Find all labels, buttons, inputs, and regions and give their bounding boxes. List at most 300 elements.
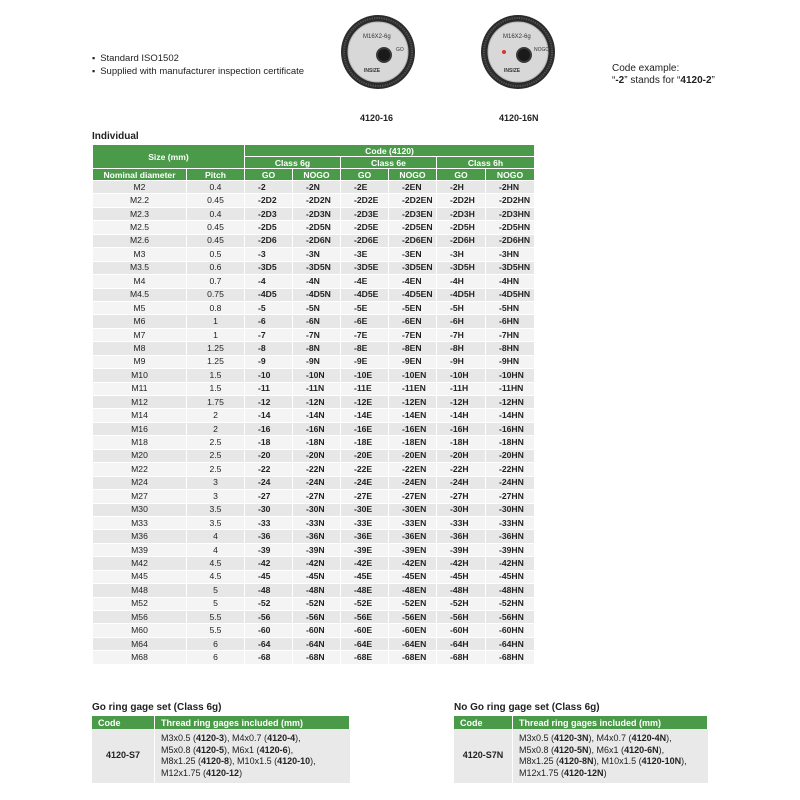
nogo-set-code: 4120-S7N	[454, 729, 513, 783]
code-cell: -16HN	[486, 422, 535, 435]
code-cell: -68H	[437, 651, 486, 664]
code-cell: -2D2N	[293, 194, 341, 207]
table-row	[93, 301, 535, 314]
code-cell: -20HN	[486, 449, 535, 462]
nogo-ring-gauge-image	[480, 14, 556, 90]
code-cell: -4D5H	[437, 288, 486, 301]
code-cell: -4D5E	[341, 288, 389, 301]
table-row	[93, 597, 535, 610]
code-cell: -16N	[293, 422, 341, 435]
code-cell: -42EN	[389, 557, 437, 570]
code-cell: -33EN	[389, 516, 437, 529]
pitch-cell: 1.25	[187, 342, 245, 355]
included-gauge-line: M3x0.5 (4120-3N), M4x0.7 (4120-4N),	[519, 733, 672, 743]
code-cell: -22HN	[486, 463, 535, 476]
gauge-tag: GO	[396, 47, 404, 53]
code-cell: -3D5	[245, 261, 293, 274]
code-cell: -2HN	[486, 181, 535, 194]
code-cell: -4D5HN	[486, 288, 535, 301]
code-cell: -9E	[341, 355, 389, 368]
code-cell: -45EN	[389, 570, 437, 583]
table-row	[93, 651, 535, 664]
table-row	[93, 369, 535, 382]
code-cell: -6	[245, 315, 293, 328]
table-row	[93, 624, 535, 637]
code-cell: -20EN	[389, 449, 437, 462]
code-cell: -12	[245, 396, 293, 409]
code-cell: -18E	[341, 436, 389, 449]
nogo-header: NOGO	[293, 169, 341, 181]
nominal-diameter-cell: M20	[93, 449, 187, 462]
pitch-cell: 0.45	[187, 194, 245, 207]
code-cell: -4HN	[486, 275, 535, 288]
code-cell: -4D5N	[293, 288, 341, 301]
code-cell: -6H	[437, 315, 486, 328]
class-6h-header: Class 6h	[437, 157, 535, 169]
code-cell: -48	[245, 584, 293, 597]
code-cell: -7E	[341, 328, 389, 341]
go-set-table	[92, 716, 350, 783]
code-cell: -14EN	[389, 409, 437, 422]
included-gauge-line: M12x1.75 (4120-12N)	[519, 767, 607, 778]
code-cell: -10N	[293, 369, 341, 382]
code-cell: -9H	[437, 355, 486, 368]
code-cell: -2D6N	[293, 234, 341, 247]
code-cell: -7HN	[486, 328, 535, 341]
nominal-diameter-cell: M8	[93, 342, 187, 355]
brand-logo: INSIZE	[364, 68, 381, 74]
code-cell: -3D5H	[437, 261, 486, 274]
pitch-cell: 2.5	[187, 463, 245, 476]
nominal-diameter-cell: M7	[93, 328, 187, 341]
code-cell: -27N	[293, 490, 341, 503]
code-cell: -22EN	[389, 463, 437, 476]
code-cell: -2D6HN	[486, 234, 535, 247]
code-cell: -2D3H	[437, 207, 486, 220]
nominal-diameter-cell: M48	[93, 584, 187, 597]
table-row	[93, 181, 535, 194]
code-cell: -68	[245, 651, 293, 664]
table-row	[93, 234, 535, 247]
table-row	[93, 530, 535, 543]
code-cell: -39HN	[486, 543, 535, 556]
nominal-diameter-cell: M9	[93, 355, 187, 368]
code-cell: -48E	[341, 584, 389, 597]
code-cell: -24HN	[486, 476, 535, 489]
pitch-cell: 0.4	[187, 207, 245, 220]
individual-code-table	[92, 144, 535, 665]
code-cell: -8E	[341, 342, 389, 355]
included-gauge-line: M8x1.25 (4120-8N), M10x1.5 (4120-10N),	[519, 756, 687, 766]
code-cell: -39N	[293, 543, 341, 556]
go-header: GO	[341, 169, 389, 181]
code-cell: -60EN	[389, 624, 437, 637]
go-header: GO	[437, 169, 486, 181]
code-cell: -52E	[341, 597, 389, 610]
feature-item: ▪ Supplied with manufacturer inspection certificate	[92, 65, 304, 78]
table-row	[93, 584, 535, 597]
go-set-code-header: Code	[92, 716, 155, 729]
nominal-diameter-cell: M16	[93, 422, 187, 435]
code-cell: -22E	[341, 463, 389, 476]
included-gauge-line: M3x0.5 (4120-3), M4x0.7 (4120-4),	[161, 733, 301, 743]
code-cell: -8	[245, 342, 293, 355]
code-cell: -6E	[341, 315, 389, 328]
code-cell: -4EN	[389, 275, 437, 288]
feature-item: ▪ Standard ISO1502	[92, 52, 304, 65]
code-cell: -16EN	[389, 422, 437, 435]
table-row	[93, 355, 535, 368]
code-cell: -22N	[293, 463, 341, 476]
class-6g-header: Class 6g	[245, 157, 341, 169]
code-cell: -3D5HN	[486, 261, 535, 274]
code-cell: -18HN	[486, 436, 535, 449]
nominal-diameter-cell: M60	[93, 624, 187, 637]
table-row	[93, 637, 535, 650]
code-cell: -16H	[437, 422, 486, 435]
pitch-cell: 0.5	[187, 248, 245, 261]
code-cell: -2D6EN	[389, 234, 437, 247]
code-cell: -22	[245, 463, 293, 476]
code-cell: -3D5EN	[389, 261, 437, 274]
code-cell: -60N	[293, 624, 341, 637]
nominal-diameter-cell: M10	[93, 369, 187, 382]
code-cell: -12E	[341, 396, 389, 409]
pitch-cell: 3.5	[187, 516, 245, 529]
code-cell: -68EN	[389, 651, 437, 664]
table-row	[93, 422, 535, 435]
go-header: GO	[245, 169, 293, 181]
code-cell: -7	[245, 328, 293, 341]
included-gauge-line: M5x0.8 (4120-5N), M6x1 (4120-6N),	[519, 744, 665, 755]
code-cell: -4H	[437, 275, 486, 288]
pitch-cell: 1.5	[187, 369, 245, 382]
size-header: Size (mm)	[93, 145, 245, 169]
go-set-included-list	[155, 729, 350, 783]
code-cell: -45HN	[486, 570, 535, 583]
nominal-diameter-cell: M45	[93, 570, 187, 583]
code-cell: -8H	[437, 342, 486, 355]
nominal-diameter-cell: M2.6	[93, 234, 187, 247]
code-cell: -14N	[293, 409, 341, 422]
code-cell: -39	[245, 543, 293, 556]
code-cell: -3EN	[389, 248, 437, 261]
code-cell: -11EN	[389, 382, 437, 395]
code-cell: -3D5N	[293, 261, 341, 274]
nominal-diameter-cell: M2.2	[93, 194, 187, 207]
code-cell: -64H	[437, 637, 486, 650]
table-row	[93, 194, 535, 207]
code-cell: -2D5HN	[486, 221, 535, 234]
nogo-header: NOGO	[486, 169, 535, 181]
table-row	[93, 328, 535, 341]
table-row	[93, 503, 535, 516]
nominal-diameter-cell: M2.3	[93, 207, 187, 220]
code-cell: -16E	[341, 422, 389, 435]
code-cell: -20	[245, 449, 293, 462]
pitch-cell: 5.5	[187, 624, 245, 637]
code-cell: -20N	[293, 449, 341, 462]
code-cell: -8HN	[486, 342, 535, 355]
code-cell: -10	[245, 369, 293, 382]
code-cell: -10HN	[486, 369, 535, 382]
pitch-cell: 0.45	[187, 221, 245, 234]
table-row	[93, 288, 535, 301]
table-row	[93, 557, 535, 570]
pitch-header: Pitch	[187, 169, 245, 181]
code-cell: -6HN	[486, 315, 535, 328]
code-cell: -20E	[341, 449, 389, 462]
code-cell: -33N	[293, 516, 341, 529]
table-row	[93, 611, 535, 624]
code-cell: -2D3	[245, 207, 293, 220]
code-cell: -27EN	[389, 490, 437, 503]
code-cell: -68N	[293, 651, 341, 664]
code-cell: -22H	[437, 463, 486, 476]
code-cell: -18H	[437, 436, 486, 449]
code-cell: -52H	[437, 597, 486, 610]
code-cell: -10H	[437, 369, 486, 382]
code-cell: -11	[245, 382, 293, 395]
code-cell: -2N	[293, 181, 341, 194]
table-row	[93, 315, 535, 328]
table-row	[93, 570, 535, 583]
code-cell: -56	[245, 611, 293, 624]
nominal-diameter-cell: M4	[93, 275, 187, 288]
code-cell: -14	[245, 409, 293, 422]
code-cell: -42	[245, 557, 293, 570]
code-cell: -2D5E	[341, 221, 389, 234]
pitch-cell: 0.7	[187, 275, 245, 288]
section-title-individual: Individual	[92, 131, 139, 142]
code-cell: -24EN	[389, 476, 437, 489]
code-cell: -36EN	[389, 530, 437, 543]
code-cell: -3	[245, 248, 293, 261]
pitch-cell: 4.5	[187, 570, 245, 583]
code-cell: -48EN	[389, 584, 437, 597]
code-cell: -10E	[341, 369, 389, 382]
nominal-diameter-cell: M2.5	[93, 221, 187, 234]
table-row	[93, 543, 535, 556]
nogo-header: NOGO	[389, 169, 437, 181]
code-cell: -5E	[341, 301, 389, 314]
go-set-included-header: Thread ring gages included (mm)	[155, 716, 350, 729]
code-cell: -2H	[437, 181, 486, 194]
code-cell: -52EN	[389, 597, 437, 610]
code-cell: -64EN	[389, 637, 437, 650]
code-cell: -52	[245, 597, 293, 610]
nogo-set-table	[454, 716, 708, 783]
code-cell: -6N	[293, 315, 341, 328]
code-cell: -9EN	[389, 355, 437, 368]
pitch-cell: 4	[187, 543, 245, 556]
code-cell: -33HN	[486, 516, 535, 529]
nominal-diameter-cell: M24	[93, 476, 187, 489]
table-body	[93, 181, 535, 665]
class-6e-header: Class 6e	[341, 157, 437, 169]
code-cell: -52N	[293, 597, 341, 610]
table-row	[93, 261, 535, 274]
code-cell: -48HN	[486, 584, 535, 597]
code-cell: -39EN	[389, 543, 437, 556]
code-cell: -42HN	[486, 557, 535, 570]
nominal-diameter-cell: M27	[93, 490, 187, 503]
brand-logo: INSIZE	[504, 68, 521, 74]
code-cell: -12N	[293, 396, 341, 409]
code-cell: -45N	[293, 570, 341, 583]
nominal-diameter-cell: M2	[93, 181, 187, 194]
code-cell: -30N	[293, 503, 341, 516]
pitch-cell: 2	[187, 422, 245, 435]
code-cell: -36E	[341, 530, 389, 543]
table-row	[93, 409, 535, 422]
code-cell: -2D2EN	[389, 194, 437, 207]
nominal-diameter-cell: M68	[93, 651, 187, 664]
code-cell: -42H	[437, 557, 486, 570]
code-cell: -2D6E	[341, 234, 389, 247]
code-cell: -56E	[341, 611, 389, 624]
code-cell: -6EN	[389, 315, 437, 328]
code-cell: -2D2HN	[486, 194, 535, 207]
code-cell: -68E	[341, 651, 389, 664]
pitch-cell: 1.75	[187, 396, 245, 409]
code-cell: -11H	[437, 382, 486, 395]
code-cell: -60E	[341, 624, 389, 637]
table-row	[93, 248, 535, 261]
go-set-title: Go ring gage set (Class 6g)	[92, 702, 222, 713]
table-row	[93, 476, 535, 489]
code-cell: -39E	[341, 543, 389, 556]
pitch-cell: 4	[187, 530, 245, 543]
nominal-diameter-cell: M36	[93, 530, 187, 543]
nogo-red-dot	[502, 50, 506, 54]
code-cell: -2D2H	[437, 194, 486, 207]
code-cell: -27HN	[486, 490, 535, 503]
code-cell: -2	[245, 181, 293, 194]
pitch-cell: 5	[187, 584, 245, 597]
code-cell: -52HN	[486, 597, 535, 610]
code-cell: -27E	[341, 490, 389, 503]
code-cell: -2D3N	[293, 207, 341, 220]
code-cell: -7H	[437, 328, 486, 341]
pitch-cell: 3.5	[187, 503, 245, 516]
code-cell: -8N	[293, 342, 341, 355]
code-cell: -20H	[437, 449, 486, 462]
code-cell: -14HN	[486, 409, 535, 422]
code-cell: -48H	[437, 584, 486, 597]
code-cell: -18	[245, 436, 293, 449]
code-cell: -2E	[341, 181, 389, 194]
table-row	[93, 221, 535, 234]
code-cell: -18EN	[389, 436, 437, 449]
code-cell: -56EN	[389, 611, 437, 624]
code-cell: -3HN	[486, 248, 535, 261]
code-cell: -27H	[437, 490, 486, 503]
table-row	[93, 275, 535, 288]
pitch-cell: 6	[187, 637, 245, 650]
code-cell: -24H	[437, 476, 486, 489]
code-cell: -2D3E	[341, 207, 389, 220]
code-cell: -36H	[437, 530, 486, 543]
code-cell: -2D2E	[341, 194, 389, 207]
included-gauge-line: M8x1.25 (4120-8), M10x1.5 (4120-10),	[161, 756, 316, 766]
nogo-set-included-header: Thread ring gages included (mm)	[513, 716, 708, 729]
table-row	[93, 342, 535, 355]
code-cell: -4D5	[245, 288, 293, 301]
gauge-tag: NOGO	[534, 47, 550, 53]
code-cell: -11E	[341, 382, 389, 395]
nominal-diameter-cell: M52	[93, 597, 187, 610]
code-cell: -3E	[341, 248, 389, 261]
code-cell: -27	[245, 490, 293, 503]
code-cell: -36HN	[486, 530, 535, 543]
code-cell: -24	[245, 476, 293, 489]
code-cell: -24N	[293, 476, 341, 489]
code-cell: -14H	[437, 409, 486, 422]
table-row	[93, 382, 535, 395]
code-cell: -4	[245, 275, 293, 288]
pitch-cell: 5.5	[187, 611, 245, 624]
code-cell: -42E	[341, 557, 389, 570]
code-cell: -24E	[341, 476, 389, 489]
nogo-gauge-caption: 4120-16N	[499, 113, 539, 123]
pitch-cell: 5	[187, 597, 245, 610]
code-cell: -56HN	[486, 611, 535, 624]
code-cell: -64HN	[486, 637, 535, 650]
code-cell: -11N	[293, 382, 341, 395]
code-example-label: Code example:	[612, 63, 680, 74]
pitch-cell: 1	[187, 315, 245, 328]
nominal-diameter-cell: M12	[93, 396, 187, 409]
table-row	[93, 463, 535, 476]
nominal-diameter-cell: M11	[93, 382, 187, 395]
code-cell: -60	[245, 624, 293, 637]
code-example-text: “-2” stands for “4120-2”	[612, 75, 715, 86]
code-example	[612, 63, 715, 87]
nominal-diameter-cell: M14	[93, 409, 187, 422]
code-cell: -18N	[293, 436, 341, 449]
code-cell: -12H	[437, 396, 486, 409]
nominal-diameter-cell: M22	[93, 463, 187, 476]
table-row	[93, 449, 535, 462]
pitch-cell: 3	[187, 476, 245, 489]
code-cell: -7N	[293, 328, 341, 341]
nominal-diameter-header: Nominal diameter	[93, 169, 187, 181]
go-set-code: 4120-S7	[92, 729, 155, 783]
code-cell: -2D2	[245, 194, 293, 207]
code-cell: -8EN	[389, 342, 437, 355]
code-cell: -30	[245, 503, 293, 516]
code-cell: -4D5EN	[389, 288, 437, 301]
pitch-cell: 0.75	[187, 288, 245, 301]
pitch-cell: 0.4	[187, 181, 245, 194]
code-cell: -12EN	[389, 396, 437, 409]
included-gauge-line: M12x1.75 (4120-12)	[161, 767, 243, 778]
code-cell: -30EN	[389, 503, 437, 516]
pitch-cell: 0.6	[187, 261, 245, 274]
code-cell: -42N	[293, 557, 341, 570]
pitch-cell: 3	[187, 490, 245, 503]
pitch-cell: 2.5	[187, 449, 245, 462]
pitch-cell: 0.8	[187, 301, 245, 314]
pitch-cell: 0.45	[187, 234, 245, 247]
included-gauge-line: M5x0.8 (4120-5), M6x1 (4120-6),	[161, 744, 294, 755]
nominal-diameter-cell: M4.5	[93, 288, 187, 301]
code-cell: -7EN	[389, 328, 437, 341]
code-cell: -2D6	[245, 234, 293, 247]
pitch-cell: 6	[187, 651, 245, 664]
code-cell: -10EN	[389, 369, 437, 382]
